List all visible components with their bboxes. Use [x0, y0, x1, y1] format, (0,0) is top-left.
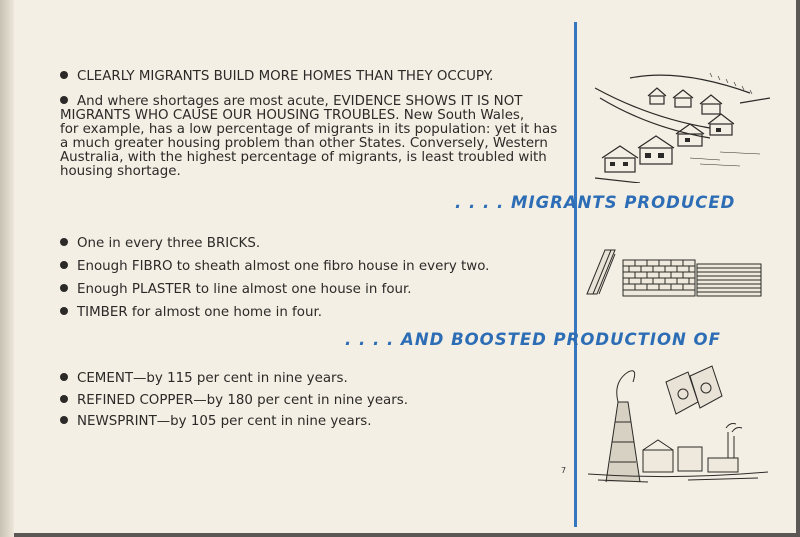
bricks-timber-illustration-icon — [585, 242, 765, 300]
bullet-icon — [60, 238, 68, 246]
bullet-icon — [60, 71, 68, 79]
intro-paragraph: And where shortages are most acute, EVIDENCE SHOWS IT IS NOT MIGRANTS WHO CAUSE OUR HOUSING TROUBLES. New South Wales, for example, has a low percentage of migrants in its population: yet it has a much greater housing problem than other States. Conversely, Western Australia, with the highest percentage of migrants, is least troubled with housing shortage. — [60, 94, 558, 179]
bullet-icon — [60, 284, 68, 292]
bullet-icon — [60, 395, 68, 403]
list-item: Enough PLASTER to line almost one house in four. — [60, 282, 412, 297]
list-item: NEWSPRINT—by 105 per cent in nine years. — [60, 414, 371, 429]
page-gutter — [0, 0, 14, 537]
bullet-icon — [60, 261, 68, 269]
heading-boosted-production: . . . . AND BOOSTED PRODUCTION OF — [345, 330, 721, 349]
list-item: Enough FIBRO to sheath almost one fibro house in every two. — [60, 259, 489, 274]
vertical-blue-rule — [574, 22, 577, 527]
bullet-icon — [60, 373, 68, 381]
heading-migrants-produced: . . . . MIGRANTS PRODUCED — [455, 193, 736, 212]
lead-statement: CLEARLY MIGRANTS BUILD MORE HOMES THAN THEY OCCUPY. — [60, 70, 493, 84]
list-item: CEMENT—by 115 per cent in nine years. — [60, 371, 348, 386]
page-number: 7 — [561, 466, 567, 475]
list-item: TIMBER for almost one home in four. — [60, 305, 322, 320]
bullet-icon — [60, 416, 68, 424]
list-item: One in every three BRICKS. — [60, 236, 260, 251]
bullet-icon — [60, 96, 68, 104]
industry-illustration-icon — [588, 362, 768, 484]
houses-illustration-icon — [590, 68, 775, 183]
bullet-icon — [60, 307, 68, 315]
list-item: REFINED COPPER—by 180 per cent in nine years. — [60, 393, 408, 408]
